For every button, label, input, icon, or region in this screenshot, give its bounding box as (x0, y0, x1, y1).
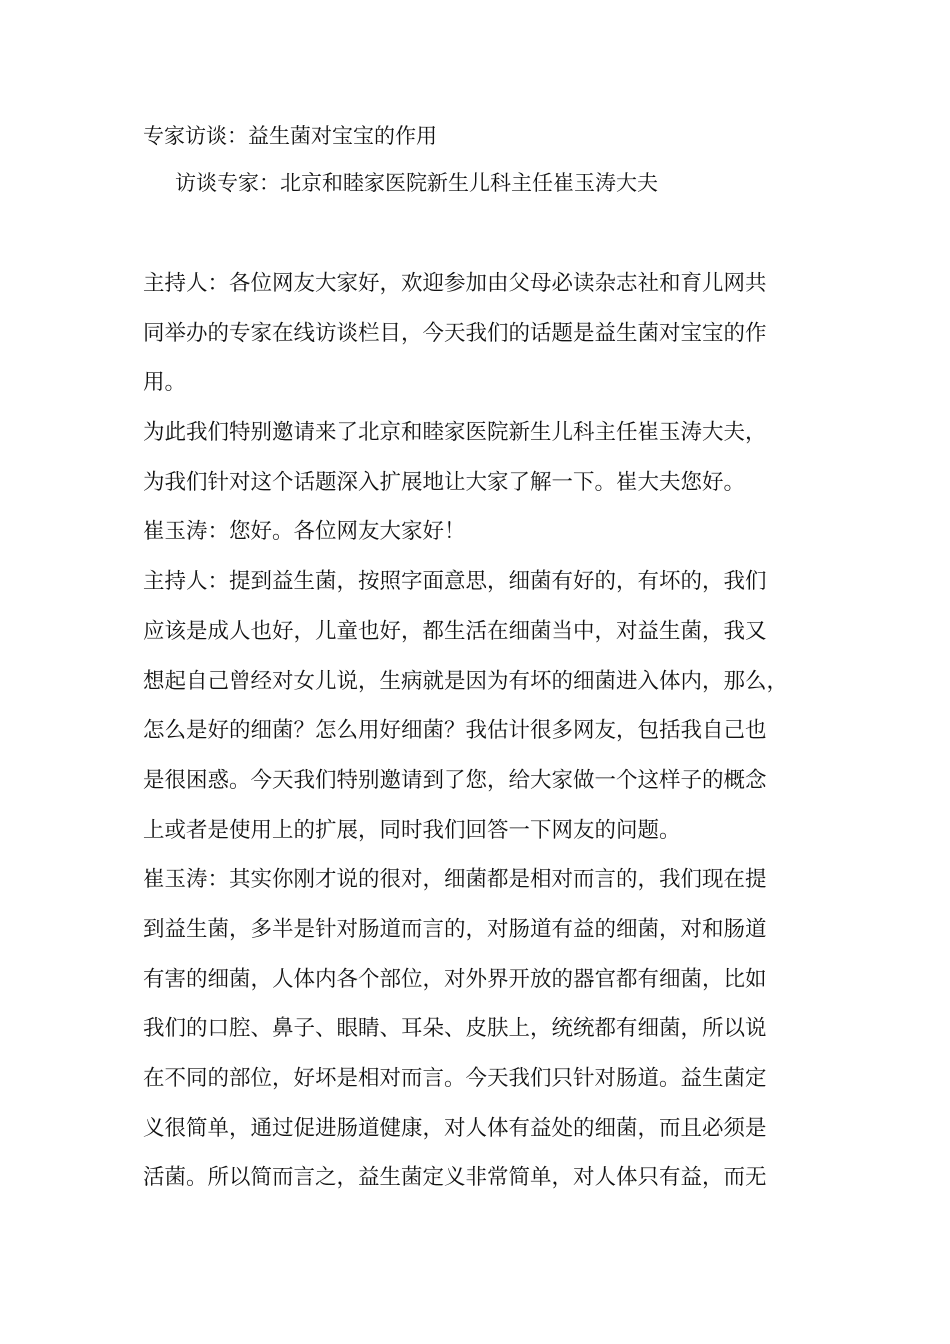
body-line: 为此我们特别邀请来了北京和睦家医院新生儿科主任崔玉涛大夫， (143, 420, 767, 446)
body-line: 有害的细菌，人体内各个部位，对外界开放的器官都有细菌，比如 (143, 966, 767, 992)
body-line: 上或者是使用上的扩展，同时我们回答一下网友的问题。 (143, 817, 681, 843)
body-line: 在不同的部位，好坏是相对而言。今天我们只针对肠道。益生菌定 (143, 1066, 767, 1091)
body-line: 同举办的专家在线访谈栏目，今天我们的话题是益生菌对宝宝的作 (143, 320, 767, 346)
body-line: 主持人：各位网友大家好，欢迎参加由父母必读杂志社和育儿网共 (143, 271, 767, 296)
body-line: 怎么是好的细菌？怎么用好细菌？我估计很多网友，包括我自己也 (143, 718, 767, 744)
body-line: 崔玉涛：其实你刚才说的很对，细菌都是相对而言的，我们现在提 (143, 867, 767, 893)
body-line: 用。 (143, 370, 187, 396)
body-line: 应该是成人也好，儿童也好，都生活在细菌当中，对益生菌，我又 (143, 618, 767, 644)
document-body (143, 259, 808, 1203)
body-line: 到益生菌，多半是针对肠道而言的，对肠道有益的细菌，对和肠道 (143, 916, 767, 942)
document-title: 专家访谈：益生菌对宝宝的作用 (143, 124, 437, 148)
body-line: 主持人：提到益生菌，按照字面意思，细菌有好的，有坏的，我们 (143, 569, 767, 595)
body-line: 义很简单，通过促进肠道健康，对人体有益处的细菌，而且必须是 (143, 1115, 767, 1141)
document-subtitle: 访谈专家：北京和睦家医院新生儿科主任崔玉涛大夫 (175, 171, 658, 195)
body-line: 活菌。所以简而言之，益生菌定义非常简单，对人体只有益，而无 (143, 1165, 767, 1191)
body-line: 我们的口腔、鼻子、眼睛、耳朵、皮肤上，统统都有细菌，所以说 (143, 1016, 767, 1042)
body-line: 为我们针对这个话题深入扩展地让大家了解一下。崔大夫您好。 (143, 469, 746, 495)
body-line: 崔玉涛：您好。各位网友大家好！ (143, 519, 466, 545)
body-line: 是很困惑。今天我们特别邀请到了您，给大家做一个这样子的概念 (143, 767, 767, 793)
body-line: 想起自己曾经对女儿说，生病就是因为有坏的细菌进入体内，那么， (143, 668, 789, 694)
